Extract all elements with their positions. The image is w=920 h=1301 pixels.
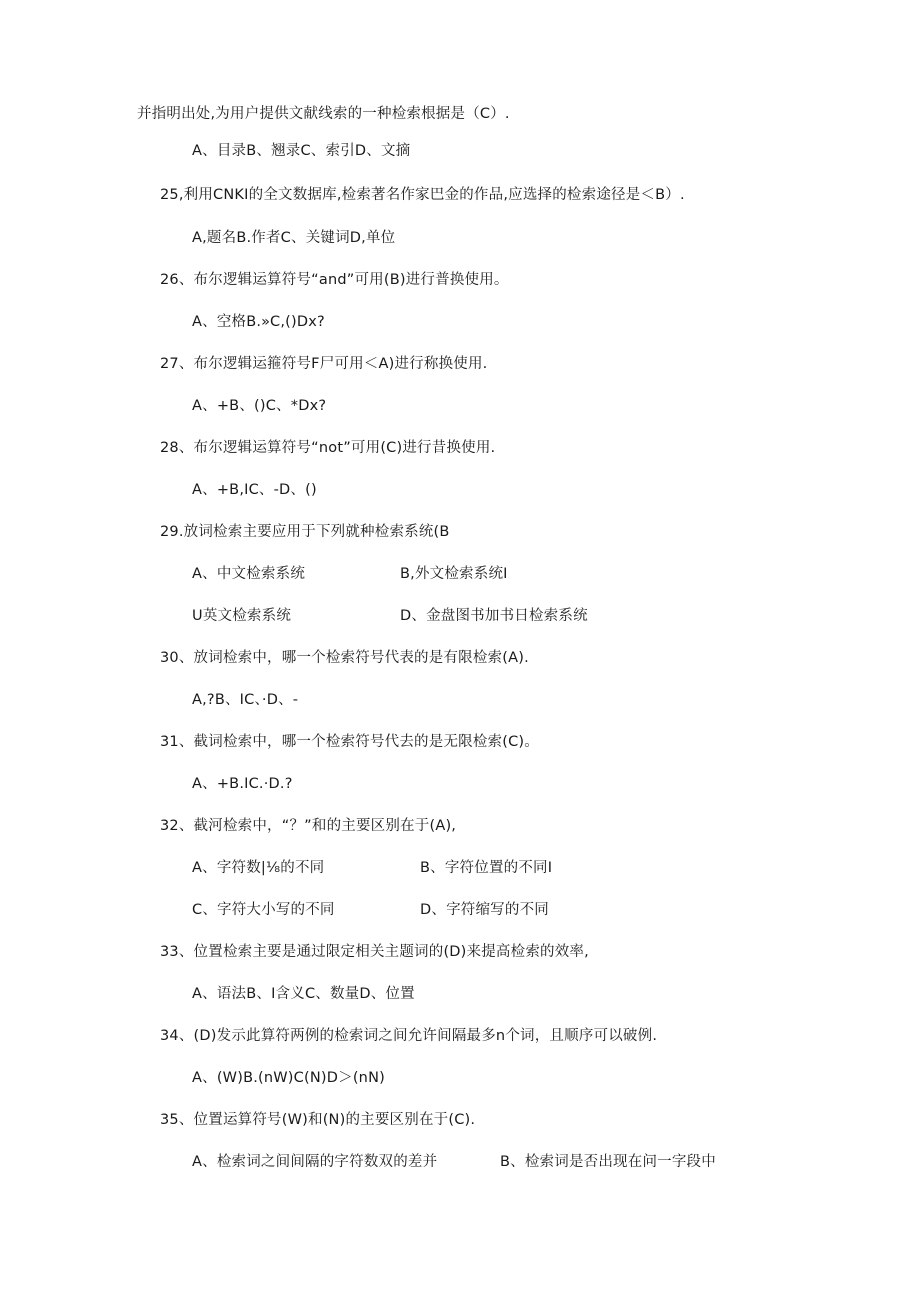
question-26-options: A、空格B.»C,()Dx? (192, 314, 325, 330)
question-25-options: A,题名B.作者C、关键词D,单位 (192, 230, 396, 246)
question-31: 31、截词检索中，哪一个检索符号代去的是无限检索(C)。 (160, 734, 539, 750)
question-32-option-d: D、字符缩写的不同 (420, 902, 549, 918)
intro-options: A、目录B、翘录C、索引D、文摘 (192, 143, 411, 159)
question-33-options: A、语法B、I含义C、数量D、位置 (192, 986, 415, 1002)
question-27-options: A、+B、()C、*Dx? (192, 398, 327, 414)
question-35-option-b: B、检索词是否出现在问一字段中 (500, 1154, 716, 1170)
question-32-option-b: B、字符位置的不同I (420, 860, 553, 876)
question-29-option-b: B,外文检索系统I (400, 566, 508, 582)
question-35: 35、位置运算符号(W)和(N)的主要区别在于(C). (160, 1112, 476, 1128)
question-33: 33、位置检索主要是通过限定相关主题词的(D)来提高检索的效率, (160, 944, 589, 960)
question-26: 26、布尔逻辑运算符号“and”可用(B)进行普换使用。 (160, 272, 509, 288)
question-35-option-a: A、检索词之间间隔的字符数双的差并 (192, 1154, 438, 1170)
question-28: 28、布尔逻辑运算符号“not”可用(C)进行昔换使用. (160, 440, 496, 456)
question-28-options: A、+B,IC、-D、() (192, 482, 317, 498)
question-29-option-d: D、金盘图书加书日检索系统 (400, 608, 588, 624)
intro-question: 并指明出处,为用户提供文献线索的一种检索根据是（C）. (137, 106, 510, 122)
question-29: 29.放词检索主要应用于下列就种检索系统(B (160, 524, 450, 540)
question-32-option-c: C、字符大小写的不同 (192, 902, 335, 918)
question-31-options: A、+B.IC.·D.? (192, 776, 293, 792)
question-25: 25,利用CNKI的全文数据库,检索著名作家巴金的作品,应选择的检索途径是＜B）. (160, 187, 685, 203)
question-34: 34、(D)发示此算符两例的检索词之间允许间隔最多n个词，且顺序可以破例. (160, 1028, 658, 1044)
question-32: 32、截河检索中，“？”和的主要区别在于(A), (160, 818, 457, 834)
question-27: 27、布尔逻辑运箍符号F尸可用＜A)进行称换使用. (160, 356, 488, 372)
question-32-option-a: A、字符数|⅛的不同 (192, 860, 325, 876)
question-29-option-c: U英文检索系统 (192, 608, 292, 624)
question-30: 30、放词检索中，哪一个检索符号代表的是有限检索(A). (160, 650, 529, 666)
question-29-option-a: A、中文检索系统 (192, 566, 306, 582)
question-34-options: A、(W)B.(nW)C(N)D＞(nN) (192, 1070, 385, 1086)
question-30-options: A,?B、IC、·D、- (192, 692, 299, 708)
